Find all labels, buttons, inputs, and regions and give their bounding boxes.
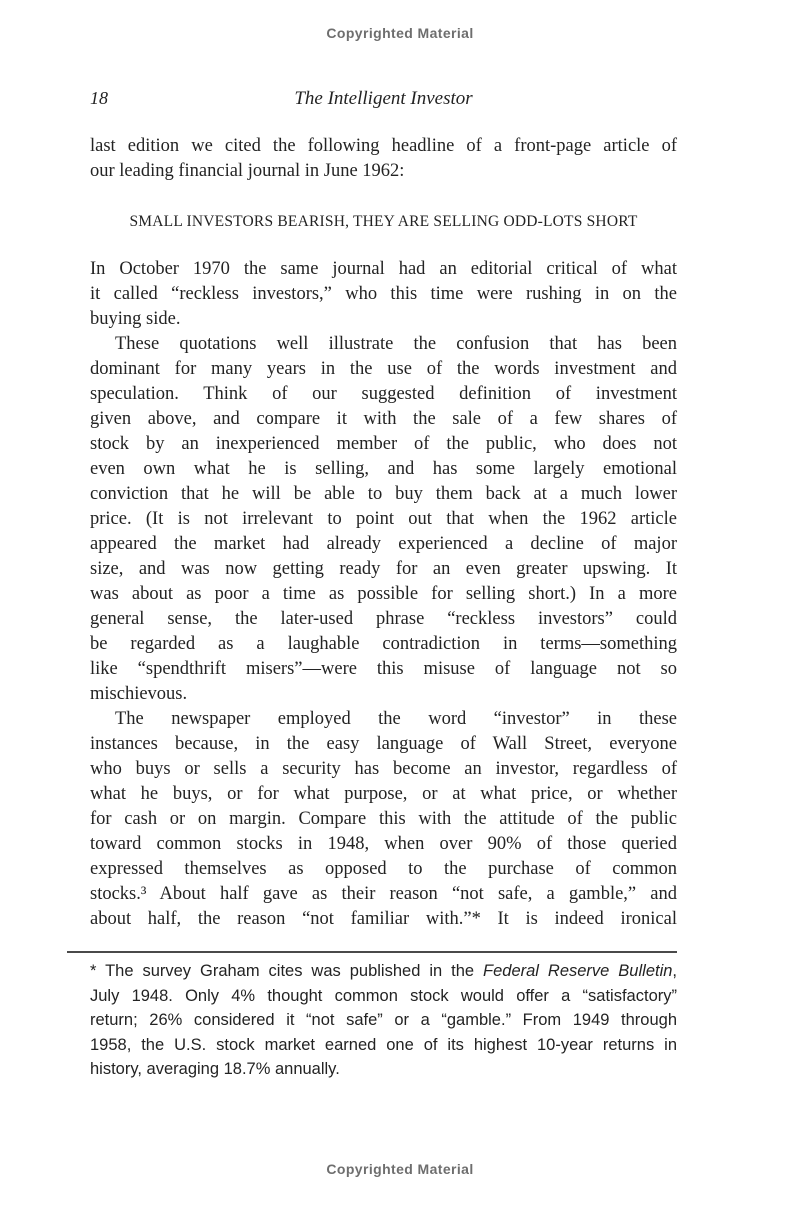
body-line: toward common stocks in 1948, when over 90% of those queried [90,834,677,854]
body-line: our leading financial journal in June 1962: [90,161,405,181]
body-line: like “spendthrift misers”—were this misuse of language not so [90,659,677,679]
body-line: These quotations well illustrate the confusion that has been [115,334,677,354]
footnote-line: history, averaging 18.7% annually. [90,1060,340,1078]
paragraph [90,332,677,707]
body-line: for cash or on margin. Compare this with the attitude of the public [90,809,677,829]
body-line: instances because, in the easy language of Wall Street, everyone [90,734,677,754]
body-line: The newspaper employed the word “investor” in these [115,709,677,729]
body-line: size, and was now getting ready for an even greater upswing. It [90,559,677,579]
body-line: about half, the reason “not familiar with.”* It is indeed ironical [90,909,677,929]
body-line: stocks.³ About half gave as their reason “not safe, a gamble,” and [90,884,677,904]
body-line: it called “reckless investors,” who this time were rushing in on the [90,284,677,304]
body-line: appeared the market had already experienced a decline of major [90,534,677,554]
body-line: mischievous. [90,684,188,704]
footnote-line: return; 26% considered it “not safe” or a “gamble.” From 1949 through [90,1011,677,1029]
body-line: buying side. [90,309,181,329]
footnote-line: July 1948. Only 4% thought common stock would offer a “satisfactory” [90,986,677,1005]
body-line: even own what he is selling, and has some largely emotional [90,459,677,479]
paragraph-continued [90,134,677,184]
running-title: The Intelligent Investor [294,88,473,109]
footnote-divider [67,951,677,953]
body-line: conviction that he will be able to buy them back at a much lower [90,484,677,504]
body-line: price. (It is not irrelevant to point out that when the 1962 article [90,509,677,529]
body-line: dominant for many years in the use of the words investment and [90,359,677,379]
body-line: last edition we cited the following headline of a front-page article of [90,136,677,156]
copyright-notice-top: Copyrighted Material [326,25,474,41]
footnote-text: , [672,962,678,980]
body-line: be regarded as a laughable contradiction in terms—something [90,634,677,654]
footnote [90,959,677,1082]
footnote-line: 1958, the U.S. stock market earned one of its highest 10-year returns in [90,1035,677,1054]
footnote-citation-title: Federal Reserve Bulletin [483,962,673,980]
body-line: In October 1970 the same journal had an editorial critical of what [90,259,677,279]
body-line: expressed themselves as opposed to the purchase of common [90,859,677,879]
body-line: who buys or sells a security has become an investor, regardless of [90,759,677,779]
body-text [90,134,677,932]
page-number: 18 [90,88,108,108]
footnote-line [90,959,677,984]
copyright-notice-bottom: Copyrighted Material [326,1161,474,1177]
body-line: stock by an inexperienced member of the public, who does not [90,434,677,454]
body-line: what he buys, or for what purpose, or at what price, or whether [90,784,677,804]
paragraph [90,707,677,932]
footnote-text: * The survey Graham cites was published in the [90,962,484,980]
body-line: speculation. Think of our suggested definition of investment [90,384,677,404]
paragraph [90,257,677,332]
body-line: general sense, the later-used phrase “reckless investors” could [90,609,677,629]
page-header [90,88,677,113]
body-line: was about as poor a time as possible for selling short.) In a more [90,584,677,604]
body-line: given above, and compare it with the sale of a few shares of [90,409,677,429]
article-headline: SMALL INVESTORS BEARISH, THEY ARE SELLING ODD-LOTS SHORT [129,213,638,230]
